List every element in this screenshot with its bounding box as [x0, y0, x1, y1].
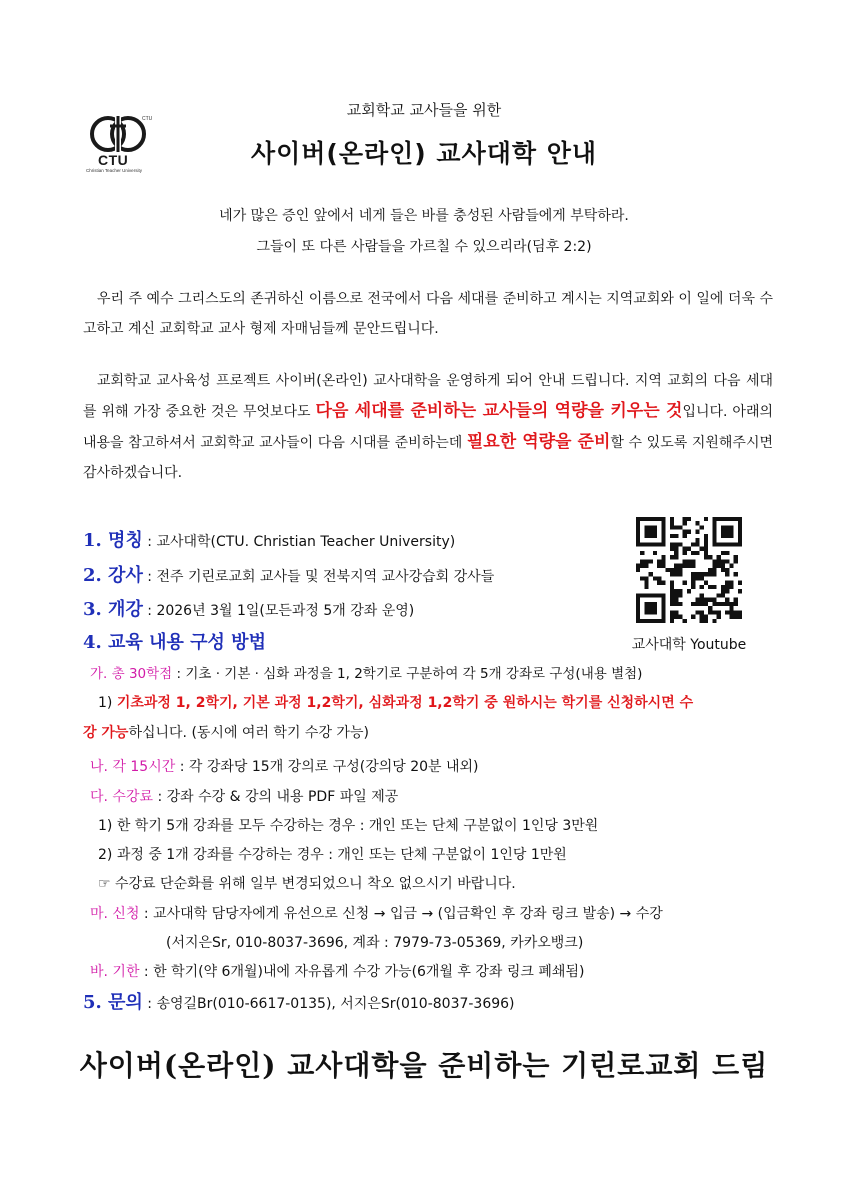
intro-text-1: 교회학교 교사육성 프로젝트 사이버(온라인) 교사대학을 운영하게 되어 안내 드립니다. 지역 교회의 다음 세대를 위해 가장 중요한 것은 무엇보다도: [83, 373, 773, 420]
intro-text-3: 할 수 있도록 지원해주시면 감사하겠습니다.: [83, 435, 773, 481]
detail-ga: [90, 662, 642, 682]
section-opening: [83, 595, 414, 621]
detail-da-text: : 강좌 수강 & 강의 내용 PDF 파일 제공: [153, 789, 399, 805]
verse-line-2: 그들이 또 다른 사람들을 가르칠 수 있으리라(딤후 2:2): [256, 239, 592, 255]
detail-fee-note: ☞ 수강료 단순화를 위해 일부 변경되었으니 착오 없으시기 바랍니다.: [98, 876, 516, 892]
svg-text:CTU: CTU: [142, 116, 153, 122]
detail-ga-text: : 기초 · 기본 · 심화 과정을 1, 2학기로 구분하여 각 5개 강좌로 구성(내용 별첨): [172, 666, 643, 682]
youtube-qr-code[interactable]: [636, 517, 742, 623]
detail-one-line2: [83, 722, 369, 742]
section-instructors-heading: 2. 강사: [83, 565, 143, 586]
section-curriculum-heading: 4. 교육 내용 구성 방법: [83, 632, 266, 653]
detail-da: [90, 786, 398, 806]
detail-one-red-2: 강 가능: [83, 725, 129, 741]
section-name-text: : 교사대학(CTU. Christian Teacher University): [142, 534, 456, 550]
detail-ba-text: : 한 학기(약 6개월)내에 자유롭게 수강 가능(6개월 후 강좌 링크 폐쇄됨): [139, 964, 585, 980]
section-inquiry-heading: 5. 문의: [83, 992, 143, 1013]
detail-ma-contact: (서지은Sr, 010-8037-3696, 계좌 : 7979-73-05369, 카카오뱅크): [166, 935, 584, 951]
intro-emphasis-1: 다음 세대를 준비하는 교사들의 역량을 키우는 것: [315, 401, 683, 421]
detail-ba: [90, 961, 584, 981]
section-opening-text: : 2026년 3월 1일(모든과정 5개 강좌 운영): [142, 603, 415, 619]
section-instructors: [83, 561, 494, 587]
section-name: [83, 526, 455, 552]
section-inquiry-text: : 송영길Br(010-6617-0135), 서지은Sr(010-8037-3696): [142, 996, 515, 1012]
section-curriculum: [83, 628, 266, 654]
section-inquiry: [83, 988, 515, 1014]
logo-text: CTU: [98, 152, 129, 168]
qr-code-icon: [636, 517, 742, 623]
qr-caption: 교사대학 Youtube: [631, 637, 747, 653]
detail-ma-text: : 교사대학 담당자에게 유선으로 신청 → 입금 → (입금확인 후 강좌 링크 발송) → 수강: [139, 906, 663, 922]
intro-emphasis-2: 필요한 역량을 준비: [466, 432, 611, 452]
detail-na-text: : 각 강좌당 15개 강의로 구성(강의당 20분 내외): [175, 759, 479, 775]
detail-ma: [90, 903, 663, 923]
section-name-heading: 1. 명칭: [83, 530, 143, 551]
detail-na-label: 나. 각 15시간: [90, 759, 176, 775]
detail-ma-label: 마. 신청: [90, 906, 140, 922]
detail-one-rest: 하십니다. (동시에 여러 학기 수강 가능): [128, 725, 369, 741]
verse-line-1: 네가 많은 증인 앞에서 네게 들은 바를 충성된 사람들에게 부탁하라.: [219, 208, 629, 224]
intro-paragraph: [83, 366, 773, 488]
detail-one-line1: [98, 692, 693, 712]
detail-fee-1: 1) 한 학기 5개 강좌를 모두 수강하는 경우 : 개인 또는 단체 구분없이 1인당 3만원: [98, 818, 599, 834]
footer-signature: 사이버(온라인) 교사대학을 준비하는 기린로교회 드림: [79, 1049, 769, 1082]
detail-one-red-1: 기초과정 1, 2학기, 기본 과정 1,2학기, 심화과정 1,2학기 중 원하시는 학기를 신청하시면 수: [116, 695, 694, 711]
section-opening-heading: 3. 개강: [83, 599, 143, 620]
detail-one-prefix: 1): [98, 695, 117, 711]
logo-subtext: Christian Teacher University: [86, 168, 142, 173]
page-title: 사이버(온라인) 교사대학 안내: [250, 139, 598, 168]
detail-ba-label: 바. 기한: [90, 964, 140, 980]
detail-da-label: 다. 수강료: [90, 789, 153, 805]
detail-na: [90, 756, 479, 776]
section-instructors-text: : 전주 기린로교회 교사들 및 전북지역 교사강습회 강사들: [142, 569, 495, 585]
detail-fee-2: 2) 과정 중 1개 강좌를 수강하는 경우 : 개인 또는 단체 구분없이 1인당 1만원: [98, 847, 567, 863]
detail-ga-label: 가. 총 30학점: [90, 666, 173, 682]
greeting-paragraph: 우리 주 예수 그리스도의 존귀하신 이름으로 전국에서 다음 세대를 준비하고 계시는 지역교회와 이 일에 더욱 수고하고 계신 교회학교 교사 형제 자매님들께 문안드립니다.: [83, 291, 773, 337]
page-subtitle: 교회학교 교사들을 위한: [346, 101, 502, 119]
intro-text-2: 입니다. 아래의 내용을 참고하셔서 교회학교 교사들이 다음 시대를 준비하는데: [83, 404, 774, 451]
